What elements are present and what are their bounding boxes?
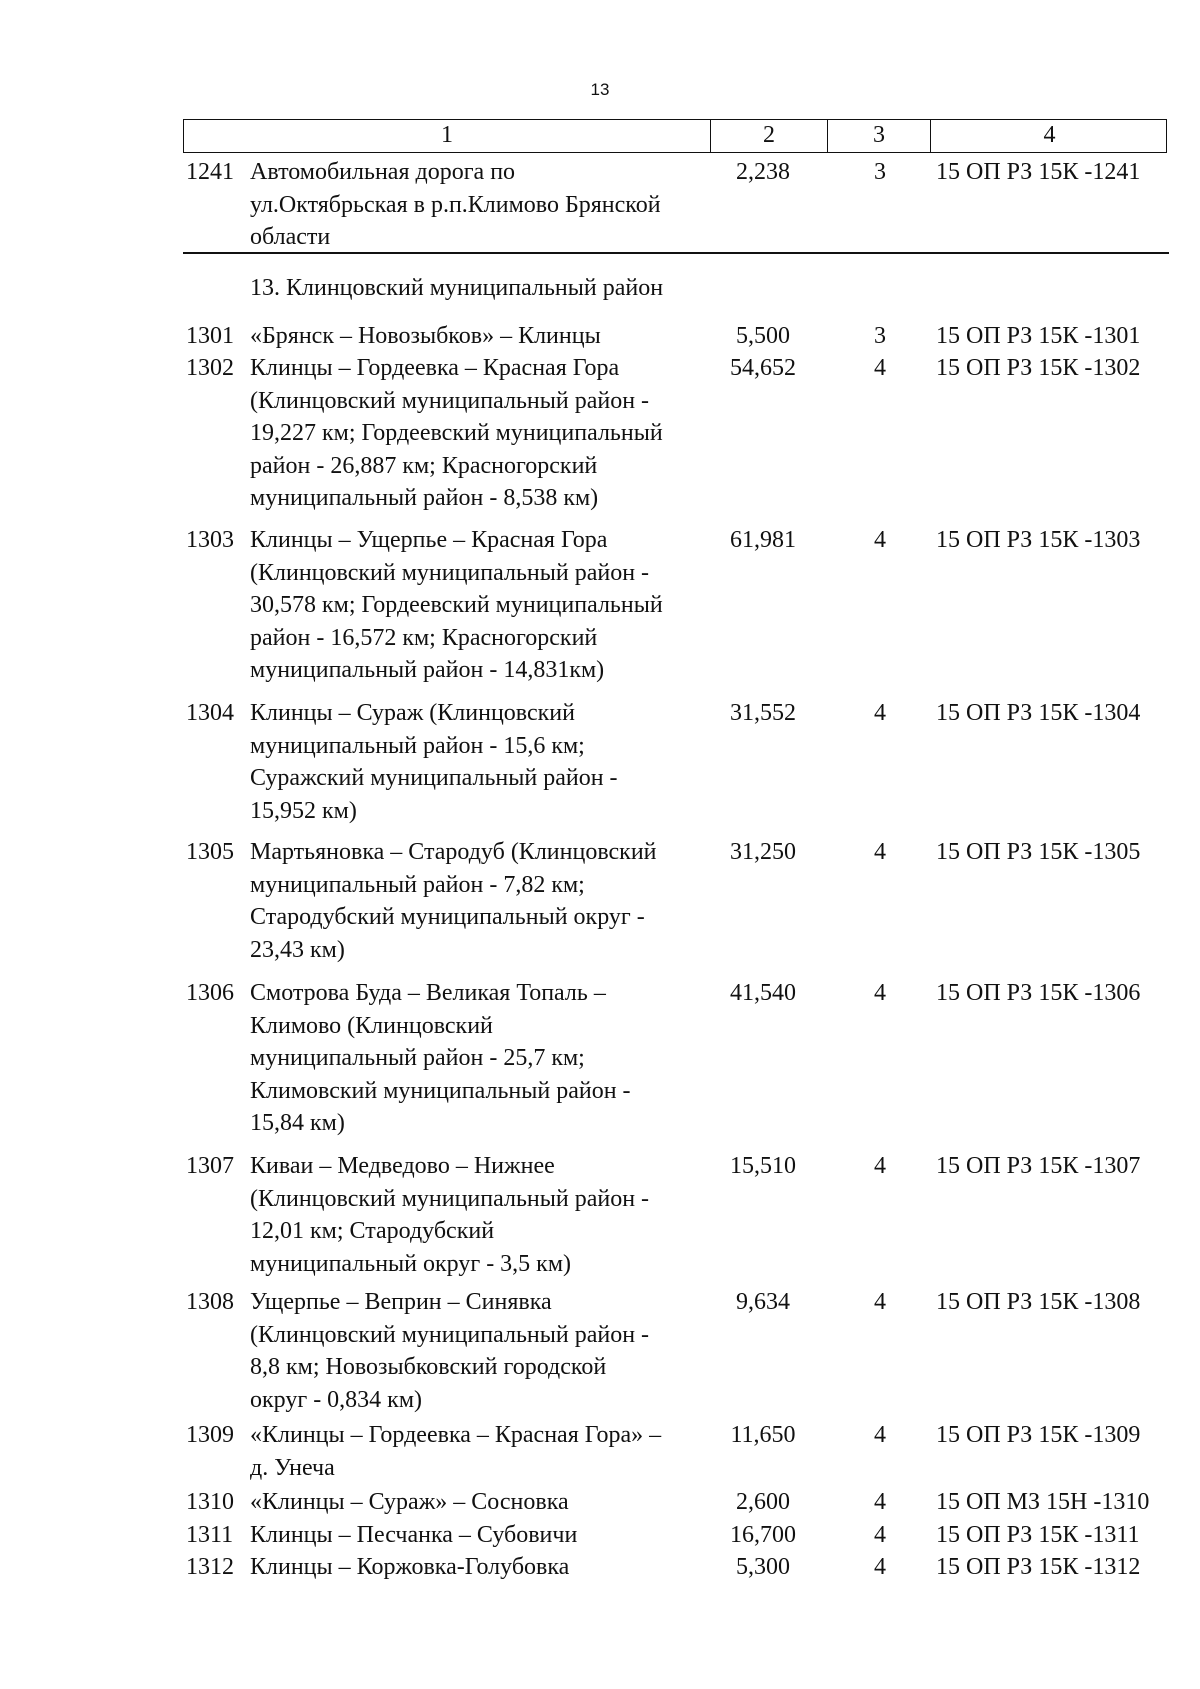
road-category: 3: [874, 159, 886, 185]
road-length: 16,700: [730, 1522, 796, 1548]
page-number: 13: [590, 80, 610, 99]
road-length: 41,540: [730, 980, 796, 1006]
row-number: 1301: [186, 323, 234, 349]
row-number: 1309: [186, 1422, 234, 1448]
column-header-4: 4: [1043, 122, 1056, 148]
road-category: 4: [874, 1489, 886, 1515]
road-code: 15 ОП РЗ 15К -1241: [936, 159, 1141, 185]
row-number: 1304: [186, 700, 234, 726]
road-length: 61,981: [730, 527, 796, 553]
road-code: 15 ОП МЗ 15Н -1310: [936, 1489, 1150, 1515]
road-code: 15 ОП РЗ 15К -1303: [936, 527, 1141, 553]
road-length: 15,510: [730, 1153, 796, 1179]
road-length: 54,652: [730, 355, 796, 381]
road-name: Мартьяновка – Стародуб (Клинцовский муниципальный район - 7,82 км; Стародубский муниципальный округ - 23,43 км): [250, 839, 657, 963]
row-number: 1303: [186, 527, 234, 553]
row-number: 1241: [186, 159, 234, 185]
section-divider: [183, 252, 1169, 254]
road-category: 4: [874, 980, 886, 1006]
row-number: 1312: [186, 1554, 234, 1580]
road-code: 15 ОП РЗ 15К -1309: [936, 1422, 1141, 1448]
road-code: 15 ОП РЗ 15К -1304: [936, 700, 1141, 726]
road-code: 15 ОП РЗ 15К -1307: [936, 1153, 1141, 1179]
road-category: 4: [874, 1554, 886, 1580]
column-header-2: 2: [711, 120, 828, 152]
road-name: «Клинцы – Сураж» – Сосновка: [250, 1489, 569, 1515]
road-name: «Клинцы – Гордеевка – Красная Гора» – д. Унеча: [250, 1422, 662, 1481]
road-length: 31,552: [730, 700, 796, 726]
road-code: 15 ОП РЗ 15К -1301: [936, 323, 1141, 349]
road-length: 5,500: [736, 323, 790, 349]
road-name: Клинцы – Песчанка – Субовичи: [250, 1522, 578, 1548]
row-number: 1305: [186, 839, 234, 865]
column-header-row: [183, 119, 1167, 153]
road-category: 4: [874, 700, 886, 726]
road-name: Смотрова Буда – Великая Топаль – Климово (Клинцовский муниципальный район - 25,7 км; Климовский муниципальный район - 15,84 км): [250, 980, 631, 1136]
road-category: 4: [874, 839, 886, 865]
road-code: 15 ОП РЗ 15К -1308: [936, 1289, 1141, 1315]
road-category: 4: [874, 1153, 886, 1179]
road-category: 4: [874, 1289, 886, 1315]
row-number: 1310: [186, 1489, 234, 1515]
column-header-1: 1: [184, 120, 711, 152]
road-category: 4: [874, 527, 886, 553]
road-code: 15 ОП РЗ 15К -1311: [936, 1522, 1140, 1548]
row-number: 1308: [186, 1289, 234, 1315]
road-name: Киваи – Медведово – Нижнее (Клинцовский муниципальный район - 12,01 км; Стародубский муниципальный округ - 3,5 км): [250, 1153, 650, 1277]
road-category: 4: [874, 355, 886, 381]
road-category: 3: [874, 323, 886, 349]
road-length: 31,250: [730, 839, 796, 865]
section-heading: 13. Клинцовский муниципальный район: [250, 275, 664, 301]
road-name: Клинцы – Ущерпье – Красная Гора (Клинцовский муниципальный район - 30,578 км; Гордеевский муниципальный район - 16,572 км; Красногорский муниципальный район - 14,831км): [250, 527, 663, 683]
road-length: 2,600: [736, 1489, 790, 1515]
road-name: Клинцы – Коржовка-Голубовка: [250, 1554, 570, 1580]
road-code: 15 ОП РЗ 15К -1305: [936, 839, 1141, 865]
row-number: 1302: [186, 355, 234, 381]
road-name: Ущерпье – Веприн – Синявка (Клинцовский муниципальный район - 8,8 км; Новозыбковский городской округ - 0,834 км): [250, 1289, 650, 1413]
road-code: 15 ОП РЗ 15К -1312: [936, 1554, 1141, 1580]
row-number: 1306: [186, 980, 234, 1006]
road-code: 15 ОП РЗ 15К -1302: [936, 355, 1141, 381]
column-header-3: 3: [828, 120, 931, 152]
road-name: Клинцы – Сураж (Клинцовский муниципальный район - 15,6 км; Суражский муниципальный район - 15,952 км): [250, 700, 618, 824]
road-code: 15 ОП РЗ 15К -1306: [936, 980, 1141, 1006]
road-name: «Брянск – Новозыбков» – Клинцы: [250, 323, 601, 349]
road-name: Клинцы – Гордеевка – Красная Гора (Клинцовский муниципальный район - 19,227 км; Гордеевский муниципальный район - 26,887 км; Красногорский муниципальный район - 8,538 км): [250, 355, 663, 511]
row-number: 1307: [186, 1153, 234, 1179]
road-name: Автомобильная дорога по ул.Октябрьская в р.п.Климово Брянской области: [250, 159, 661, 250]
road-category: 4: [874, 1522, 886, 1548]
road-length: 9,634: [736, 1289, 790, 1315]
road-length: 5,300: [736, 1554, 790, 1580]
road-length: 11,650: [730, 1422, 796, 1448]
road-length: 2,238: [736, 159, 790, 185]
road-category: 4: [874, 1422, 886, 1448]
row-number: 1311: [186, 1522, 234, 1548]
